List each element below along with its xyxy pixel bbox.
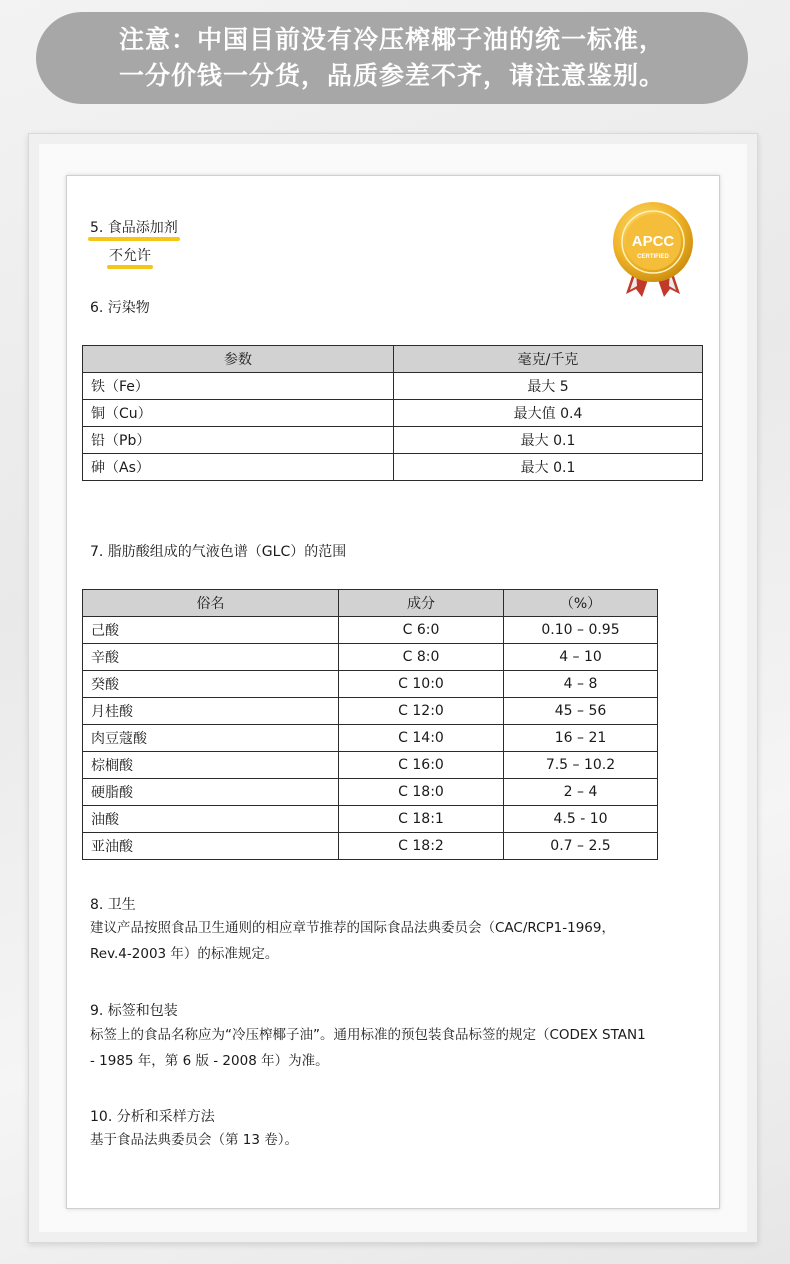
table-cell: 硬脂酸: [83, 779, 339, 806]
table-cell: 最大 0.1: [394, 454, 703, 481]
section-5-value: 不允许: [109, 245, 151, 265]
apcc-certified-seal-icon: [612, 200, 694, 298]
table-cell: 16 – 21: [504, 725, 658, 752]
section-9-body: [90, 1022, 710, 1074]
table-cell: C 10:0: [339, 671, 504, 698]
table-row: [83, 779, 658, 806]
table-cell: 最大 5: [394, 373, 703, 400]
table-cell: C 6:0: [339, 617, 504, 644]
section-7-title: 7. 脂肪酸组成的气液色谱（GLC）的范围: [90, 544, 347, 560]
table-cell: C 14:0: [339, 725, 504, 752]
column-header: 参数: [83, 346, 394, 373]
table-cell: C 18:0: [339, 779, 504, 806]
column-header: 毫克/千克: [394, 346, 703, 373]
table-cell: 铅（Pb）: [83, 427, 394, 454]
table-cell: 45 – 56: [504, 698, 658, 725]
table-row: [83, 698, 658, 725]
table-cell: 7.5 – 10.2: [504, 752, 658, 779]
section-10-title: 10. 分析和采样方法: [90, 1109, 215, 1125]
table-cell: 棕榈酸: [83, 752, 339, 779]
table-row: [83, 617, 658, 644]
table-cell: C 18:2: [339, 833, 504, 860]
table-row: [83, 400, 703, 427]
table-cell: C 18:1: [339, 806, 504, 833]
table-row: [83, 373, 703, 400]
table-cell: C 8:0: [339, 644, 504, 671]
table-header-row: [83, 590, 658, 617]
table-cell: 肉豆蔻酸: [83, 725, 339, 752]
table-header-row: [83, 346, 703, 373]
section-8-body: [90, 915, 710, 967]
table-cell: 4 – 8: [504, 671, 658, 698]
table-row: [83, 671, 658, 698]
section-9-line-1: 标签上的食品名称应为“冷压榨椰子油”。通用标准的预包装食品标签的规定（CODEX STAN1: [90, 1027, 646, 1043]
warning-line-2: 一分价钱一分货，品质参差不齐，请注意鉴别。: [118, 61, 665, 90]
table-cell: 2 – 4: [504, 779, 658, 806]
section-6-title: 6. 污染物: [90, 300, 150, 316]
table-cell: C 16:0: [339, 752, 504, 779]
table-cell: 己酸: [83, 617, 339, 644]
section-9-line-2: - 1985 年，第 6 版 - 2008 年）为准。: [90, 1053, 329, 1069]
column-header: （%）: [504, 590, 658, 617]
table-row: [83, 833, 658, 860]
table-row: [83, 725, 658, 752]
column-header: 成分: [339, 590, 504, 617]
section-8-line-2: Rev.4-2003 年）的标准规定。: [90, 946, 279, 962]
table-cell: 癸酸: [83, 671, 339, 698]
warning-line-1: 注意：中国目前没有冷压榨椰子油的统一标准，: [118, 25, 665, 54]
section-8-title: 8. 卫生: [90, 897, 136, 913]
section-8-line-1: 建议产品按照食品卫生通则的相应章节推荐的国际食品法典委员会（CAC/RCP1-1969，: [90, 920, 615, 936]
section-9-title: 9. 标签和包装: [90, 1003, 178, 1019]
table-cell: 最大值 0.4: [394, 400, 703, 427]
table-cell: C 12:0: [339, 698, 504, 725]
table-row: [83, 454, 703, 481]
warning-banner: [36, 12, 748, 104]
contaminants-table: [82, 345, 703, 481]
badge-brand: APCC: [631, 233, 675, 250]
table-cell: 辛酸: [83, 644, 339, 671]
badge-subtitle: CERTIFIED: [637, 254, 669, 260]
table-row: [83, 806, 658, 833]
table-row: [83, 644, 658, 671]
table-row: [83, 752, 658, 779]
fatty-acid-table: [82, 589, 658, 860]
section-10-body: [90, 1127, 710, 1153]
table-cell: 月桂酸: [83, 698, 339, 725]
column-header: 俗名: [83, 590, 339, 617]
table-cell: 铁（Fe）: [83, 373, 394, 400]
table-cell: 4.5 - 10: [504, 806, 658, 833]
table-cell: 油酸: [83, 806, 339, 833]
table-cell: 0.10 – 0.95: [504, 617, 658, 644]
table-cell: 砷（As）: [83, 454, 394, 481]
section-5-title: 5. 食品添加剂: [90, 217, 178, 237]
table-cell: 亚油酸: [83, 833, 339, 860]
table-cell: 铜（Cu）: [83, 400, 394, 427]
table-cell: 4 – 10: [504, 644, 658, 671]
table-cell: 0.7 – 2.5: [504, 833, 658, 860]
section-10-line-1: 基于食品法典委员会（第 13 卷）。: [90, 1132, 299, 1148]
table-row: [83, 427, 703, 454]
table-cell: 最大 0.1: [394, 427, 703, 454]
